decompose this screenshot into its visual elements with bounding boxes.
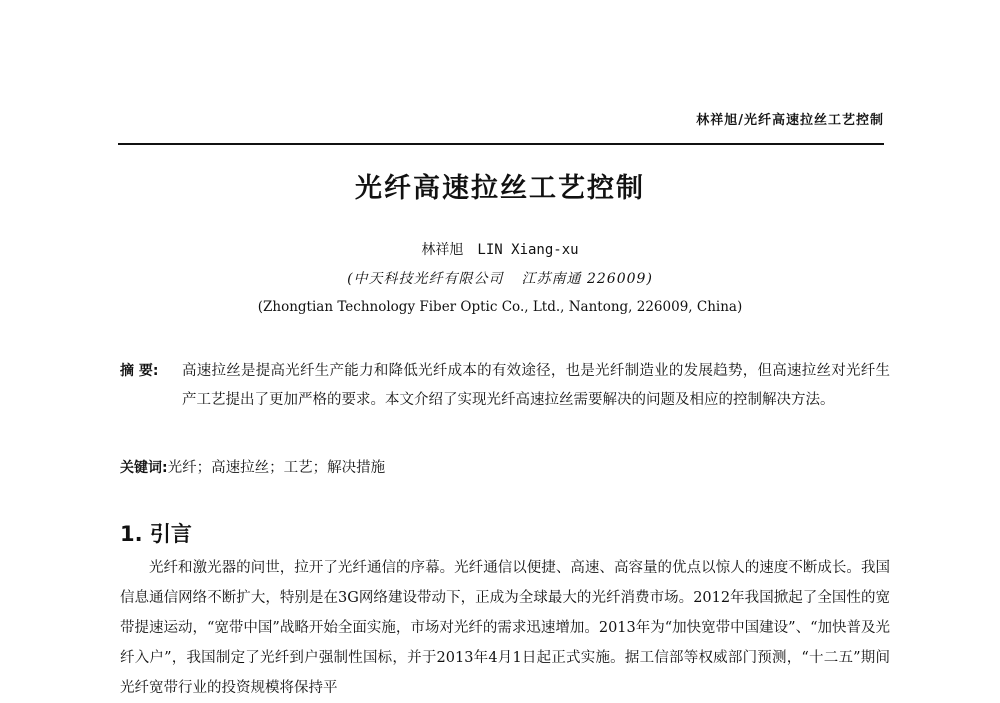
affiliation-cn-org: (中天科技光纤有限公司 (347, 271, 504, 287)
abstract-text: 高速拉丝是提高光纤生产能力和降低光纤成本的有效途径，也是光纤制造业的发展趋势，但高速拉丝对光纤生产工艺提出了更加严格的要求。本文介绍了实现光纤高速拉丝需要解决的问题及相应的控制解决方法。 (182, 363, 890, 408)
section-heading: 1. 引言 (120, 522, 192, 546)
keywords (120, 456, 385, 477)
keywords-label: 关键词: (120, 460, 168, 476)
affiliation-en: (Zhongtian Technology Fiber Optic Co., Ltd., Nantong, 226009, China) (257, 299, 743, 315)
header-rule (118, 143, 884, 145)
body-paragraph: 光纤和激光器的问世，拉开了光纤通信的序幕。光纤通信以便捷、高速、高容量的优点以惊人的速度不断成长。我国信息通信网络不断扩大，特别是在3G网络建设带动下，正成为全球最大的光纤消费市场。2012年我国掀起了全国性的宽带提速运动，“宽带中国”战略开始全面实施，市场对光纤的需求迅速增加。2013年为“加快宽带中国建设”、“加快普及光纤入户”，我国制定了光纤到户强制性国标，并于2013年4月1日起正式实施。据工信部等权威部门预测，“十二五”期间光纤宽带行业的投资规模将保持平 (120, 560, 890, 696)
affiliation-cn (0, 268, 1000, 288)
affiliation-cn-location: 江苏南通 226009) (521, 271, 653, 287)
keywords-text: 光纤；高速拉丝；工艺；解决措施 (167, 460, 386, 476)
author-line (0, 239, 1000, 259)
author-name-en: LIN Xiang-xu (477, 242, 579, 258)
body-text (120, 553, 890, 703)
paper-title: 光纤高速拉丝工艺控制 (355, 173, 645, 204)
author-name-cn: 林祥旭 (421, 242, 464, 258)
running-header: 林祥旭/光纤高速拉丝工艺控制 (696, 113, 884, 128)
abstract-label: 摘 要: (120, 363, 159, 379)
abstract (120, 357, 890, 415)
